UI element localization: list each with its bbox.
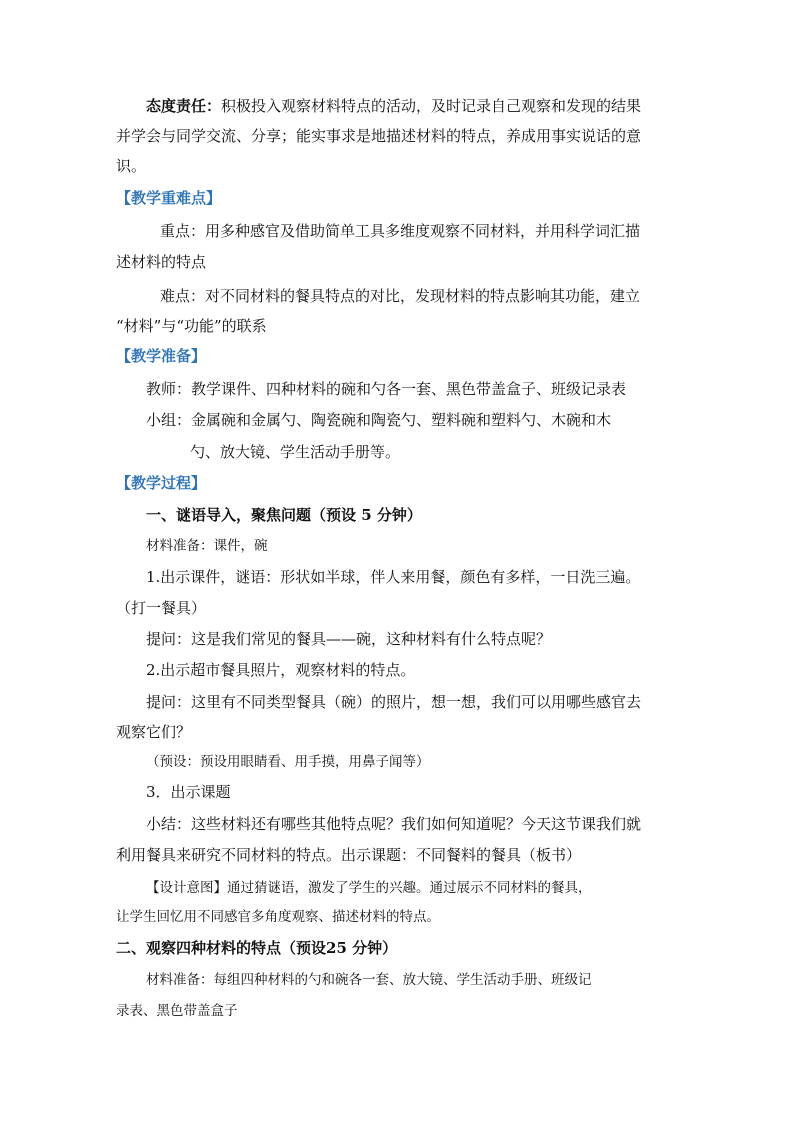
section-1-item-3: 3．出示课题 xyxy=(146,783,231,801)
section-1-preset: （预设：预设用眼睛看、用手摸，用鼻子闻等） xyxy=(146,754,430,770)
attitude-line-1 xyxy=(146,96,641,116)
attitude-line-3: 识。 xyxy=(116,157,147,175)
section-1-item-1a: 1.出示课件，谜语：形状如半球，伴人来用餐，颜色有多样，一日洗三遍。 xyxy=(146,568,641,586)
section-1-question-2a: 提问：这里有不同类型餐具（碗）的照片，想一想，我们可以用哪些感官去 xyxy=(146,693,642,711)
section-1-question-2b: 观察它们？ xyxy=(116,723,192,741)
section-1-design-1: 【设计意图】通过猜谜语，激发了学生的兴趣。通过展示不同材料的餐具， xyxy=(146,880,592,896)
prep-teacher: 教师：教学课件、四种材料的碗和勺各一套、黑色带盖盒子、班级记录表 xyxy=(146,380,627,398)
section-1-item-1b: （打一餐具） xyxy=(116,599,207,617)
section-1-question-1: 提问：这是我们常见的餐具——碗，这种材料有什么特点呢？ xyxy=(146,630,552,648)
section-2-materials-2: 录表、黑色带盖盒子 xyxy=(116,1003,238,1019)
hard-point-line-2: “材料”与“功能”的联系 xyxy=(116,317,267,335)
difficulty-heading: 【教学重难点】 xyxy=(116,189,222,207)
section-1-summary-1: 小结：这些材料还有哪些其他特点呢？我们如何知道呢？今天这节课我们就 xyxy=(146,815,642,833)
prep-group-line-1: 小组：金属碗和金属勺、陶瓷碗和陶瓷勺、塑料碗和塑料勺、木碗和木 xyxy=(146,411,612,429)
section-2-title: 二、观察四种材料的特点（预设25 分钟） xyxy=(116,939,398,957)
attitude-line-2: 并学会与同学交流、分享；能实事求是地描述材料的特点，养成用事实说话的意 xyxy=(116,127,642,145)
key-point-line-1: 重点：用多种感官及借助简单工具多维度观察不同材料，并用科学词汇描 xyxy=(160,222,641,240)
attitude-label: 态度责任： xyxy=(146,97,222,115)
process-heading: 【教学过程】 xyxy=(116,474,207,492)
section-2-materials-1: 材料准备：每组四种材料的勺和碗各一套、放大镜、学生活动手册、班级记 xyxy=(146,972,592,988)
section-1-item-2: 2.出示超市餐具照片，观察材料的特点。 xyxy=(146,661,416,679)
section-1-title: 一、谜语导入，聚焦问题（预设 5 分钟） xyxy=(146,506,422,524)
section-1-summary-2: 利用餐具来研究不同材料的特点。出示课题：不同餐料的餐具（板书） xyxy=(116,846,582,864)
prep-group-line-2: 勺、放大镜、学生活动手册等。 xyxy=(190,443,401,461)
section-1-materials: 材料准备：课件，碗 xyxy=(146,538,268,554)
attitude-text-1: 积极投入观察材料特点的活动，及时记录自己观察和发现的结果 xyxy=(221,97,642,115)
prep-heading: 【教学准备】 xyxy=(116,347,207,365)
key-point-line-2: 述材料的特点 xyxy=(116,253,207,271)
hard-point-line-1: 难点：对不同材料的餐具特点的对比，发现材料的特点影响其功能，建立 xyxy=(160,287,641,305)
section-1-design-2: 让学生回忆用不同感官多角度观察、描述材料的特点。 xyxy=(116,909,440,925)
